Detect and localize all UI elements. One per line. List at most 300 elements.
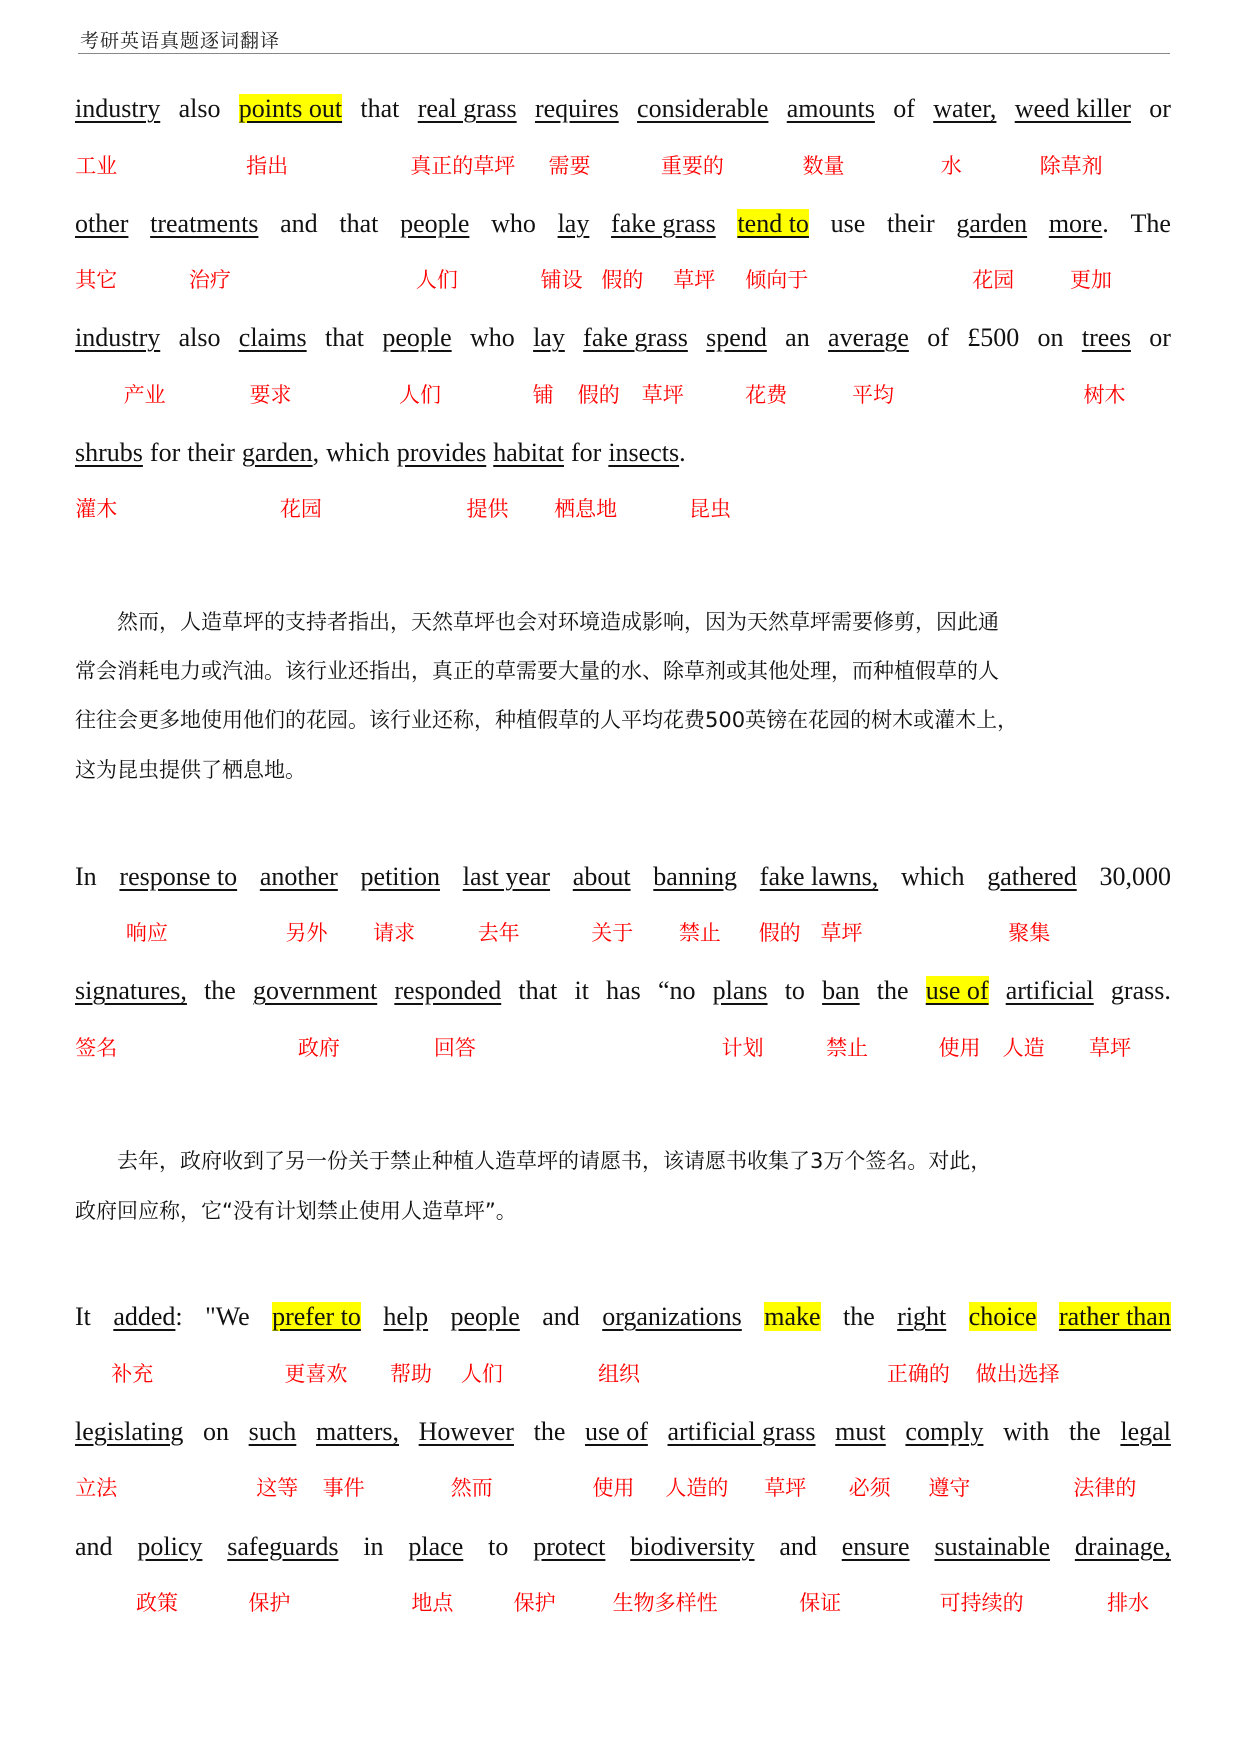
chinese-gloss: 草坪: [764, 1476, 807, 1501]
word-token: [1069, 1417, 1101, 1447]
underlined-word: ban: [822, 976, 860, 1006]
chinese-gloss: 人造的: [665, 1476, 729, 1501]
word-token: [637, 94, 768, 124]
word-token: [75, 976, 187, 1006]
word: that: [324, 323, 364, 353]
word-token: [242, 438, 319, 468]
chinese-gloss: 关于: [591, 920, 634, 945]
chinese-gloss: 人们: [460, 1361, 503, 1386]
chinese-gloss: 其它: [75, 267, 118, 292]
word: also: [178, 323, 221, 353]
underlined-word: place: [408, 1531, 464, 1561]
underlined-word: fake lawns,: [759, 861, 879, 891]
chinese-gloss: 灌木: [75, 497, 118, 522]
chinese-gloss: 昆虫: [689, 497, 731, 522]
word-token: [887, 209, 935, 239]
word-token: [835, 1417, 886, 1447]
word: with: [1003, 1416, 1050, 1446]
word: of: [893, 94, 915, 124]
word-token: [905, 1417, 983, 1447]
underlined-word: gathered: [987, 861, 1077, 891]
word-token: [179, 323, 221, 353]
word-token: [280, 209, 318, 239]
word-token: [1049, 209, 1109, 239]
chinese-gloss: 帮助: [390, 1361, 433, 1386]
word-token: [842, 1532, 910, 1562]
chinese-gloss: 禁止: [826, 1035, 869, 1060]
chinese-gloss: 组织: [597, 1361, 640, 1386]
chinese-gloss: 铺: [532, 382, 554, 407]
underlined-word: biodiversity: [630, 1531, 755, 1561]
word-token: [1111, 976, 1171, 1006]
underlined-word: provides: [396, 437, 487, 467]
chinese-gloss: 禁止: [678, 920, 721, 945]
chinese-gloss: 水: [940, 154, 962, 179]
chinese-gloss: 产业: [123, 382, 166, 407]
underlined-word: petition: [360, 861, 440, 891]
chinese-gloss: 草坪: [820, 920, 863, 945]
underlined-word: lay: [533, 323, 565, 353]
chinese-gloss: 政府: [297, 1035, 340, 1060]
underlined-word: organizations: [602, 1302, 742, 1332]
chinese-translation-line: 常会消耗电力或汽油。该行业还指出，真正的草需要大量的水、除草剂或其他处理，而种植假草的人: [75, 659, 999, 684]
word: which: [900, 861, 965, 891]
underlined-word: habitat: [493, 437, 564, 467]
underlined-word: responded: [394, 976, 502, 1006]
word: the: [204, 976, 236, 1006]
word-token: [822, 976, 860, 1006]
word-token: [706, 323, 767, 353]
word-token: [602, 1302, 742, 1332]
word-token: [1059, 1302, 1171, 1332]
chinese-gloss: 治疗: [188, 267, 231, 292]
word-token: [542, 1302, 580, 1332]
underlined-word: matters,: [315, 1416, 399, 1446]
chinese-translation-line: 然而，人造草坪的支持者指出，天然草坪也会对环境造成影响，因为天然草坪需要修剪，因此通: [75, 609, 999, 634]
word-token: [764, 1302, 820, 1332]
english-line: [75, 323, 1171, 353]
underlined-word: use of: [585, 1416, 648, 1446]
underlined-word: requires: [534, 94, 619, 124]
word: the: [876, 976, 909, 1006]
word-token: [150, 438, 180, 468]
chinese-gloss: 请求: [373, 920, 416, 945]
word-token: [933, 94, 996, 124]
word-token: [893, 94, 915, 124]
word-token: [463, 862, 550, 892]
chinese-translation-line: 这为昆虫提供了栖息地。: [75, 757, 306, 782]
underlined-word: added: [113, 1302, 176, 1332]
chinese-gloss: 更喜欢: [284, 1361, 348, 1386]
word-token: [1003, 1417, 1049, 1447]
english-line: [75, 438, 1171, 468]
word-token: [227, 1532, 338, 1562]
word-token: [272, 1302, 361, 1332]
word-token: [75, 862, 97, 892]
underlined-word: other: [75, 208, 129, 238]
chinese-gloss: 树木: [1083, 382, 1126, 407]
underlined-word: legislating: [75, 1416, 184, 1446]
punctuation: :: [175, 1302, 183, 1332]
english-line: [75, 1417, 1171, 1447]
word-token: [956, 209, 1027, 239]
word-token: [75, 323, 160, 353]
highlighted-word: prefer to: [272, 1302, 361, 1332]
underlined-word: protect: [533, 1531, 606, 1561]
word-token: [658, 976, 696, 1006]
word-token: [253, 976, 377, 1006]
word: that: [360, 94, 400, 124]
word: on: [1037, 323, 1064, 353]
chinese-gloss: 这等: [256, 1476, 299, 1501]
underlined-word: However: [418, 1416, 514, 1446]
word: or: [1149, 94, 1171, 124]
chinese-translation-line: 去年，政府收到了另一份关于禁止种植人造草坪的请愿书，该请愿书收集了3万个签名。对此，: [75, 1149, 992, 1174]
word: who: [491, 208, 536, 238]
word-token: [205, 1302, 250, 1332]
underlined-word: signatures,: [75, 976, 187, 1006]
word: use: [830, 208, 866, 238]
underlined-word: real grass: [417, 94, 517, 124]
english-line: [75, 1302, 1171, 1332]
word-token: [361, 862, 440, 892]
underlined-word: people: [450, 1302, 520, 1332]
word-token: [969, 1302, 1037, 1332]
underlined-word: shrubs: [75, 437, 143, 467]
chinese-gloss: 立法: [75, 1476, 118, 1501]
underlined-word: water,: [933, 94, 997, 124]
word-token: [1082, 323, 1131, 353]
underlined-word: drainage,: [1074, 1531, 1171, 1561]
chinese-gloss: 草坪: [1089, 1035, 1132, 1060]
word-token: [785, 323, 810, 353]
underlined-word: artificial grass: [667, 1416, 816, 1446]
word-token: [967, 323, 1019, 353]
word-token: [585, 1417, 648, 1447]
word-token: [608, 438, 685, 468]
underlined-word: safeguards: [227, 1531, 339, 1561]
underlined-word: people: [382, 323, 452, 353]
word-token: [571, 438, 601, 468]
chinese-gloss: 工业: [75, 154, 118, 179]
chinese-gloss: 保护: [248, 1590, 291, 1615]
chinese-translation-line: 往往会更多地使用他们的花园。该行业还称，种植假草的人平均花费500英镑在花园的树木或灌木上，: [75, 708, 1019, 733]
underlined-word: insects: [608, 437, 680, 467]
word-token: [397, 438, 487, 468]
punctuation: .: [1102, 208, 1109, 238]
underlined-word: legal: [1120, 1416, 1171, 1446]
word: has: [606, 976, 641, 1006]
word-token: [470, 323, 515, 353]
highlighted-word: use of: [925, 976, 989, 1006]
underlined-word: considerable: [637, 94, 769, 124]
word-token: [325, 323, 364, 353]
word-token: [137, 1532, 202, 1562]
word-token: [987, 862, 1077, 892]
chinese-gloss: 生物多样性: [612, 1590, 718, 1615]
chinese-gloss: 人们: [399, 382, 442, 407]
chinese-gloss: 使用: [592, 1476, 635, 1501]
word-token: [408, 1532, 463, 1562]
punctuation: .: [679, 437, 686, 467]
chinese-gloss: 花费: [745, 382, 788, 407]
chinese-gloss: 然而: [450, 1476, 493, 1501]
word-token: [831, 209, 866, 239]
word-token: [419, 1417, 514, 1447]
word: the: [533, 1416, 566, 1446]
underlined-word: comply: [905, 1416, 984, 1446]
word-token: [187, 438, 235, 468]
chinese-gloss: 需要: [548, 154, 591, 179]
underlined-word: treatments: [150, 208, 259, 238]
chinese-gloss: 除草剂: [1039, 154, 1103, 179]
word-token: [533, 1532, 605, 1562]
word-token: [179, 94, 221, 124]
word-token: [760, 862, 878, 892]
word-token: [119, 862, 237, 892]
word: of: [927, 323, 949, 353]
word-token: [1099, 862, 1171, 892]
word-token: [383, 1302, 428, 1332]
word-token: [239, 94, 342, 124]
word-token: [518, 976, 557, 1006]
chinese-gloss: 响应: [125, 920, 168, 945]
chinese-gloss: 签名: [75, 1035, 118, 1060]
underlined-word: last year: [462, 861, 551, 891]
chinese-gloss: 去年: [477, 920, 520, 945]
chinese-gloss: 回答: [433, 1035, 476, 1060]
word-token: [779, 1532, 817, 1562]
chinese-gloss: 保护: [513, 1590, 556, 1615]
word: "We: [205, 1302, 250, 1332]
word: £500: [967, 323, 1020, 353]
word-token: [785, 976, 805, 1006]
underlined-word: artificial: [1005, 976, 1094, 1006]
underlined-word: more: [1048, 208, 1103, 238]
underlined-word: spend: [706, 323, 767, 353]
english-line: [75, 862, 1171, 892]
underlined-word: garden: [956, 208, 1028, 238]
word: that: [518, 976, 558, 1006]
word-token: [203, 1417, 229, 1447]
highlighted-word: choice: [968, 1302, 1037, 1332]
word-token: [533, 323, 565, 353]
chinese-translation-line: 政府回应称，它“没有计划禁止使用人造草坪”。: [75, 1198, 517, 1223]
highlighted-word: points out: [238, 94, 343, 124]
chinese-gloss: 事件: [322, 1476, 365, 1501]
underlined-word: average: [828, 323, 909, 353]
word-token: [75, 1302, 91, 1332]
word: The: [1130, 208, 1171, 238]
word-token: [339, 209, 378, 239]
underlined-word: such: [248, 1416, 297, 1446]
word-token: [363, 1532, 383, 1562]
english-line: [75, 1532, 1171, 1562]
word-token: [713, 976, 768, 1006]
underlined-word: policy: [137, 1531, 203, 1561]
underlined-word: weed killer: [1014, 94, 1131, 124]
word-token: [1130, 209, 1170, 239]
word: and: [75, 1531, 113, 1561]
word: grass.: [1110, 976, 1171, 1006]
underlined-word: ensure: [841, 1531, 910, 1561]
highlighted-word: tend to: [737, 208, 809, 238]
underlined-word: industry: [75, 323, 161, 353]
word-token: [113, 1302, 182, 1332]
word-token: [249, 1417, 297, 1447]
word-token: [75, 1532, 113, 1562]
underlined-word: fake grass: [583, 323, 688, 353]
chinese-gloss: 假的: [601, 267, 644, 292]
word-token: [737, 209, 809, 239]
word-token: [787, 94, 875, 124]
word-token: [488, 1532, 508, 1562]
chinese-gloss: 真正的草坪: [410, 154, 516, 179]
word: “no: [657, 976, 696, 1006]
word-token: [630, 1532, 754, 1562]
word-token: [1120, 1417, 1171, 1447]
word-token: [75, 209, 128, 239]
underlined-word: must: [835, 1416, 886, 1446]
underlined-word: fake grass: [611, 208, 716, 238]
word: or: [1149, 323, 1171, 353]
word-token: [491, 209, 536, 239]
word-token: [1006, 976, 1094, 1006]
word-token: [204, 976, 236, 1006]
word-token: [418, 94, 517, 124]
word-token: [534, 1417, 566, 1447]
word-token: [897, 1302, 946, 1332]
chinese-gloss: 聚集: [1008, 920, 1051, 945]
word-token: [877, 976, 909, 1006]
chinese-gloss: 数量: [802, 154, 845, 179]
word-token: [326, 438, 390, 468]
chinese-gloss: 使用: [938, 1035, 981, 1060]
word: and: [779, 1531, 817, 1561]
word-token: [75, 94, 160, 124]
word: an: [785, 323, 810, 353]
word: who: [469, 323, 515, 353]
chinese-gloss: 人们: [415, 267, 458, 292]
underlined-word: garden: [241, 437, 313, 467]
underlined-word: people: [400, 208, 470, 238]
word: for: [149, 437, 181, 467]
underlined-word: banning: [653, 861, 738, 891]
word: which: [326, 437, 390, 467]
word-token: [75, 1417, 183, 1447]
word: It: [75, 1302, 91, 1332]
english-line: [75, 94, 1171, 124]
chinese-gloss: 政策: [136, 1590, 178, 1615]
english-line: [75, 976, 1171, 1006]
chinese-gloss: 更加: [1070, 267, 1113, 292]
underlined-word: amounts: [786, 94, 875, 124]
word-token: [1149, 94, 1171, 124]
chinese-gloss: 重要的: [660, 154, 724, 179]
chinese-gloss: 倾向于: [745, 267, 809, 292]
word: and: [542, 1302, 580, 1332]
chinese-gloss: 草坪: [673, 267, 716, 292]
word-token: [1149, 323, 1171, 353]
word-token: [668, 1417, 816, 1447]
word: the: [842, 1302, 875, 1332]
word-token: [573, 862, 631, 892]
chinese-gloss: 遵守: [928, 1476, 971, 1501]
chinese-gloss: 排水: [1107, 1590, 1150, 1615]
word: their: [187, 437, 235, 467]
chinese-gloss: 假的: [577, 382, 620, 407]
word-token: [843, 1302, 875, 1332]
underlined-word: plans: [712, 976, 768, 1006]
word-token: [360, 94, 399, 124]
chinese-gloss: 正确的: [886, 1361, 950, 1386]
word: to: [784, 976, 805, 1006]
word-token: [451, 1302, 520, 1332]
word: 30,000: [1099, 861, 1171, 891]
chinese-gloss: 做出选择: [975, 1361, 1060, 1386]
chinese-gloss: 草坪: [641, 382, 684, 407]
word: and: [280, 208, 318, 238]
underlined-word: lay: [557, 208, 590, 238]
word-token: [1075, 1532, 1171, 1562]
word-token: [493, 438, 564, 468]
underlined-word: right: [897, 1302, 947, 1332]
chinese-gloss: 可持续的: [939, 1590, 1024, 1615]
chinese-gloss: 另外: [285, 920, 328, 945]
word-token: [575, 976, 589, 1006]
word: in: [363, 1531, 384, 1561]
word: to: [488, 1531, 509, 1561]
underlined-word: industry: [75, 94, 161, 124]
word-token: [75, 438, 143, 468]
underlined-word: sustainable: [934, 1531, 1050, 1561]
word: the: [1068, 1416, 1101, 1446]
chinese-gloss: 花园: [972, 267, 1015, 292]
chinese-gloss: 补充: [111, 1361, 154, 1386]
chinese-gloss: 人造: [1002, 1035, 1045, 1060]
underlined-word: government: [253, 976, 378, 1006]
word: for: [571, 437, 602, 467]
chinese-gloss: 假的: [758, 920, 801, 945]
chinese-gloss: 铺设: [540, 267, 583, 292]
highlighted-word: make: [764, 1302, 821, 1332]
chinese-gloss: 计划: [721, 1035, 764, 1060]
word-token: [828, 323, 909, 353]
chinese-gloss: 保证: [799, 1590, 842, 1615]
word-token: [394, 976, 501, 1006]
word-token: [1038, 323, 1064, 353]
underlined-word: help: [383, 1302, 429, 1332]
header-divider: [78, 53, 1170, 54]
highlighted-word: rather than: [1058, 1302, 1171, 1332]
punctuation: ,: [312, 437, 320, 467]
word-token: [535, 94, 619, 124]
underlined-word: response to: [119, 861, 238, 891]
word-token: [926, 976, 989, 1006]
word: their: [887, 208, 935, 238]
underlined-word: claims: [238, 323, 307, 353]
word-token: [400, 209, 469, 239]
word-token: [934, 1532, 1050, 1562]
chinese-gloss: 花园: [279, 497, 322, 522]
word: In: [75, 861, 97, 891]
chinese-gloss: 要求: [249, 382, 292, 407]
english-line: [75, 209, 1171, 239]
word: on: [202, 1416, 229, 1446]
chinese-gloss: 指出: [246, 154, 289, 179]
word-token: [606, 976, 641, 1006]
chinese-gloss: 栖息地: [554, 497, 618, 522]
